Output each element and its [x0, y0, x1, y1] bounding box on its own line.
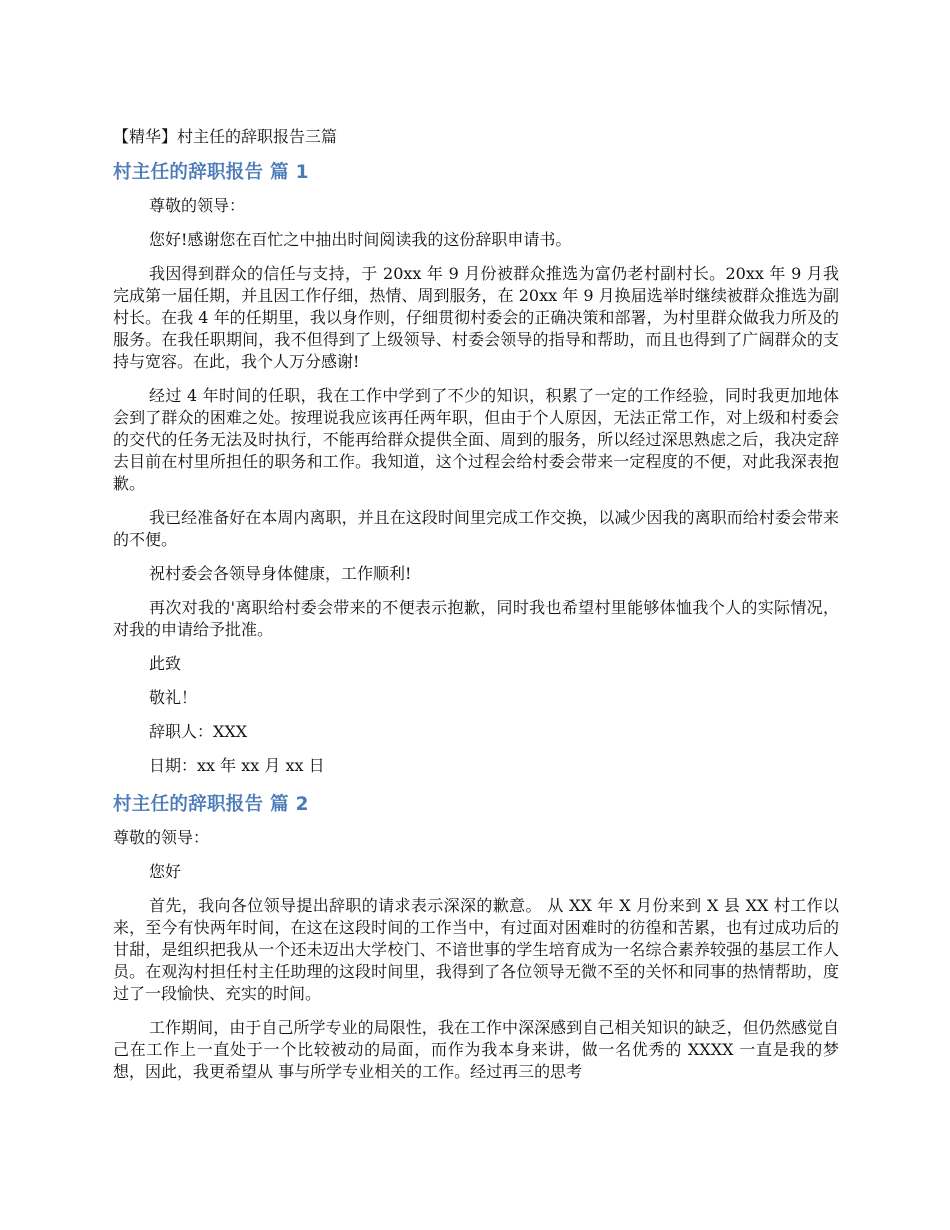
body-paragraph: 经过 4 年时间的任职，我在工作中学到了不少的知识，积累了一定的工作经验，同时我更加地体会到了群众的困难之处。按理说我应该再任两年职，但由于个人原因，无法正常工作，对上级和村委会的交代的任务无法及时执行，不能再给群众提供全面、周到的服务，所以经过深思熟虑之后，我决定辞去目前在村里所担任的职务和工作。我知道，这个过程会给村委会带来一定程度的不便，对此我深表抱歉。 — [113, 386, 839, 493]
body-paragraph: 首先，我向各位领导提出辞职的请求表示深深的歉意。 从 XX 年 X 月份来到 X 县 XX 村工作以来，至今有快两年时间，在这在这段时间的工作当中，有过面对困难时的彷徨和苦累，也有过成功后的甘甜，是组织把我从一个还未迈出大学校门、不谙世事的学生培育成为一名综合素养较强的基层工作人员。在观沟村担任村主任助理的这段时间里，我得到了各位领导无微不至的关怀和同事的热情帮助，度过了一段愉快、充实的时间。 — [113, 896, 839, 1003]
wishes-paragraph: 祝村委会各领导身体健康，工作顺利! — [149, 564, 412, 583]
body-paragraph: 工作期间，由于自己所学专业的局限性，我在工作中深深感到自己相关知识的缺乏，但仍然感觉自己在工作上一直处于一个比较被动的局面，而作为我本身来讲，做一名优秀的 XXXX 一直是我的梦想，因此，我更希望从 事与所学专业相关的工作。经过再三的思考 — [113, 1018, 839, 1081]
body-paragraph: 我因得到群众的信任与支持，于 20xx 年 9 月份被群众推选为富仍老村副村长。20xx 年 9 月我完成第一届任期，并且因工作仔细，热情、周到服务，在 20xx 年 9 月换届选举时继续被群众推选为副村长。在我 4 年的任期里，我以身作则，仔细贯彻村委会的正确决策和部署，为村里群众做我力所及的服务。在我任职期间，我不但得到了上级领导、村委会领导的指导和帮助，而且也得到了广阔群众的支持与宽容。在此，我个人万分感谢! — [113, 264, 839, 371]
section-2 — [113, 793, 839, 1083]
section-heading: 村主任的辞职报告 篇 2 — [113, 794, 309, 815]
salutation: 尊敬的领导： — [113, 828, 210, 847]
date-line: 日期：xx 年 xx 月 xx 日 — [149, 756, 325, 775]
closing-line: 此致 — [149, 654, 182, 673]
document-body — [113, 127, 839, 1095]
signature-line: 辞职人：XXX — [149, 722, 248, 741]
body-paragraph: 我已经准备好在本周内离职，并且在这段时间里完成工作交换，以减少因我的离职而给村委会带来的不便。 — [113, 508, 839, 549]
document-title: 【精华】村主任的辞职报告三篇 — [113, 127, 338, 146]
greeting-paragraph: 您好 — [149, 862, 182, 881]
section-heading: 村主任的辞职报告 篇 1 — [113, 162, 309, 183]
greeting-paragraph: 您好!感谢您在百忙之中抽出时间阅读我的这份辞职申请书。 — [149, 230, 572, 249]
closing-salute: 敬礼！ — [149, 688, 198, 707]
section-1 — [113, 161, 839, 777]
salutation: 尊敬的领导： — [149, 196, 246, 215]
body-paragraph: 再次对我的'离职给村委会带来的不便表示抱歉，同时我也希望村里能够体恤我个人的实际情况，对我的申请给予批准。 — [113, 598, 839, 639]
